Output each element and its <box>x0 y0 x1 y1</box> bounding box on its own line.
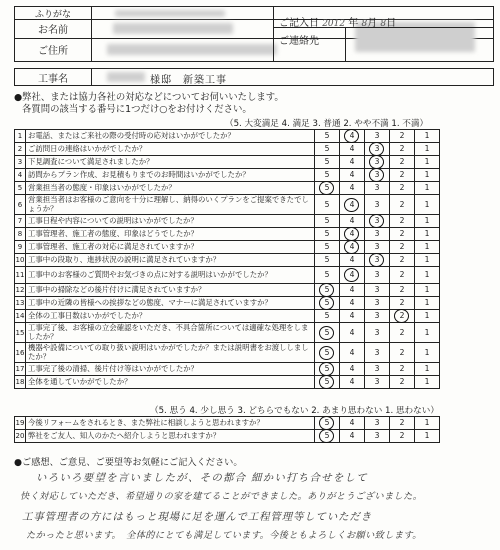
comment-line: 工事管理者の方にはもっと現場に足を運んで工程管理等していただき <box>22 511 373 523</box>
score-value: 1 <box>424 183 430 192</box>
question-row <box>15 310 440 323</box>
score-value: 2 <box>399 242 405 251</box>
score-option[interactable] <box>415 228 440 241</box>
question-row <box>15 215 440 228</box>
score-option[interactable] <box>340 254 365 267</box>
address-row <box>15 38 493 61</box>
question-text: お電話、またはご来社の際の受付時の応対はいかがでしたか？ <box>26 130 315 143</box>
question-text: 今後リフォームをされるとき、また弊社に相談しようと思われますか？ <box>26 417 315 430</box>
address-label: ご住所 <box>15 38 92 61</box>
question-number: 4 <box>15 169 26 182</box>
score-option[interactable] <box>415 182 440 195</box>
score-value: 3 <box>374 311 380 320</box>
score-value: 2 <box>399 327 405 337</box>
question-text: 全体を通していかがでしたか？ <box>26 376 315 389</box>
question-number: 10 <box>15 254 26 267</box>
score-option[interactable] <box>315 417 340 430</box>
score-option[interactable] <box>315 130 340 143</box>
score-option[interactable] <box>315 343 340 363</box>
recommendation-table <box>14 416 440 443</box>
score-option[interactable] <box>315 376 340 389</box>
score-value: 4 <box>349 311 355 320</box>
score-option[interactable] <box>415 143 440 156</box>
score-option[interactable] <box>340 267 365 284</box>
customer-info-box <box>14 6 494 62</box>
project-name-box <box>14 68 494 86</box>
question-number: 9 <box>15 241 26 254</box>
selected-score: 3 <box>370 143 384 155</box>
question-text: 工事中の掃除などの後片付けに満足されていますか？ <box>26 284 315 297</box>
score-option[interactable] <box>390 417 415 430</box>
score-option[interactable] <box>390 156 415 169</box>
score-value: 4 <box>349 183 355 192</box>
selected-score: 4 <box>345 130 359 142</box>
score-value: 2 <box>399 285 405 294</box>
question-text: 工事管理者、施工者の態度、印象はどうでしたか？ <box>26 228 315 241</box>
score-option[interactable] <box>390 254 415 267</box>
selected-score: 3 <box>370 156 384 168</box>
satisfaction-table <box>14 129 440 389</box>
comments-heading: ●ご感想、ご意見、ご要望等お気軽にご記入ください。 <box>14 457 243 468</box>
score-value: 5 <box>324 131 330 140</box>
score-value: 4 <box>349 216 355 225</box>
score-option[interactable] <box>365 417 390 430</box>
question-row <box>15 430 440 443</box>
score-value: 1 <box>424 327 430 337</box>
score-option[interactable] <box>390 430 415 443</box>
score-value: 1 <box>424 255 430 264</box>
score-value: 2 <box>399 255 405 264</box>
score-value: 5 <box>324 311 330 320</box>
question-text: 弊社をご友人、知人のかたへ紹介しようと思われますか？ <box>26 430 315 443</box>
score-option[interactable] <box>315 241 340 254</box>
score-option[interactable] <box>340 241 365 254</box>
score-value: 2 <box>399 144 405 153</box>
score-option[interactable] <box>315 195 340 215</box>
score-value: 3 <box>374 298 380 307</box>
score-option[interactable] <box>415 169 440 182</box>
score-option[interactable] <box>415 254 440 267</box>
score-value: 1 <box>424 431 430 440</box>
selected-score: 5 <box>320 417 334 429</box>
survey-intro: ●弊社、または協力各社の対応などについてお伺いいたします。 各質問の該当する番号に1つだけ○をお付けください。 <box>14 92 284 115</box>
question-row <box>15 169 440 182</box>
question-number: 1 <box>15 130 26 143</box>
score-value: 3 <box>374 229 380 238</box>
score-value: 2 <box>399 418 405 427</box>
project-label: 工事名 <box>15 69 92 85</box>
score-option[interactable] <box>365 254 390 267</box>
question-row <box>15 343 440 363</box>
score-option[interactable] <box>390 143 415 156</box>
score-option[interactable] <box>315 284 340 297</box>
score-option[interactable] <box>340 195 365 215</box>
score-option[interactable] <box>340 284 365 297</box>
question-row <box>15 376 440 389</box>
score-option[interactable] <box>340 156 365 169</box>
question-number: 6 <box>15 195 26 215</box>
question-row <box>15 182 440 195</box>
score-option[interactable] <box>390 363 415 376</box>
question-text: 工事管理者、施工者の対応に満足されていますか？ <box>26 241 315 254</box>
score-value: 2 <box>399 216 405 225</box>
score-option[interactable] <box>415 376 440 389</box>
score-value: 4 <box>349 157 355 166</box>
score-option[interactable] <box>315 430 340 443</box>
score-value: 3 <box>374 199 380 209</box>
score-value: 4 <box>349 255 355 264</box>
score-option[interactable] <box>315 297 340 310</box>
score-option[interactable] <box>365 195 390 215</box>
score-option[interactable] <box>315 143 340 156</box>
score-value: 1 <box>424 377 430 386</box>
score-value: 4 <box>349 285 355 294</box>
score-option[interactable] <box>390 297 415 310</box>
score-value: 5 <box>324 216 330 225</box>
question-row <box>15 267 440 284</box>
score-option[interactable] <box>390 310 415 323</box>
score-value: 1 <box>424 311 430 320</box>
score-value: 4 <box>349 377 355 386</box>
score-option[interactable] <box>415 323 440 343</box>
score-option[interactable] <box>365 143 390 156</box>
question-number: 19 <box>15 417 26 430</box>
score-value: 2 <box>399 270 405 279</box>
selected-score: 5 <box>320 284 334 296</box>
score-option[interactable] <box>340 376 365 389</box>
score-value: 2 <box>399 183 405 192</box>
comment-line: いろいろ要望を言いましたが、その都合 細かい打ち合せをして <box>36 472 368 484</box>
score-value: 5 <box>324 270 330 279</box>
question-row <box>15 130 440 143</box>
score-value: 1 <box>424 364 430 373</box>
score-option[interactable] <box>315 215 340 228</box>
score-option[interactable] <box>415 130 440 143</box>
question-number: 16 <box>15 343 26 363</box>
score-value: 4 <box>349 418 355 427</box>
selected-score: 3 <box>370 215 384 227</box>
question-number: 15 <box>15 323 26 343</box>
score-option[interactable] <box>415 267 440 284</box>
question-text: 工事日程や内容についての説明はいかがでしたか？ <box>26 215 315 228</box>
score-option[interactable] <box>340 143 365 156</box>
score-option[interactable] <box>390 169 415 182</box>
question-text: 下見調査について満足されましたか？ <box>26 156 315 169</box>
selected-score: 5 <box>320 182 334 194</box>
score-value: 3 <box>374 131 380 140</box>
score-option[interactable] <box>340 417 365 430</box>
score-option[interactable] <box>340 228 365 241</box>
score-value: 4 <box>349 170 355 179</box>
score-value: 5 <box>324 144 330 153</box>
question-number: 12 <box>15 284 26 297</box>
score-value: 3 <box>374 183 380 192</box>
score-value: 3 <box>374 285 380 294</box>
score-value: 3 <box>374 418 380 427</box>
selected-score: 5 <box>320 297 334 309</box>
score-value: 1 <box>424 170 430 179</box>
question-text: 営業担当者の態度・印象はいかがでしたか？ <box>26 182 315 195</box>
score-option[interactable] <box>315 156 340 169</box>
score-value: 1 <box>424 144 430 153</box>
score-option[interactable] <box>340 215 365 228</box>
question-row <box>15 297 440 310</box>
score-value: 3 <box>374 377 380 386</box>
score-option[interactable] <box>315 254 340 267</box>
score-option[interactable] <box>365 363 390 376</box>
score-option[interactable] <box>340 130 365 143</box>
score-value: 1 <box>424 216 430 225</box>
furigana-label: ふりがな <box>15 7 92 19</box>
score-option[interactable] <box>365 310 390 323</box>
score-value: 2 <box>399 431 405 440</box>
score-value: 4 <box>349 327 355 337</box>
score-option[interactable] <box>340 343 365 363</box>
question-text: ご訪問日の連絡はいかがでしたか？ <box>26 143 315 156</box>
score-option[interactable] <box>365 430 390 443</box>
question-text: 訪問からプラン作成、お見積もりまでのお時間はいかがでしたか？ <box>26 169 315 182</box>
question-text: 工事中のお客様のご質問やお気づきの点に対する説明はいかがでしたか？ <box>26 267 315 284</box>
selected-score: 5 <box>320 376 334 388</box>
score-value: 2 <box>399 347 405 357</box>
score-option[interactable] <box>340 169 365 182</box>
selected-score: 5 <box>320 347 334 359</box>
score-value: 5 <box>324 255 330 264</box>
score-value: 5 <box>324 170 330 179</box>
selected-score: 5 <box>320 363 334 375</box>
score-option[interactable] <box>365 323 390 343</box>
score-option[interactable] <box>415 430 440 443</box>
name-redacted <box>113 23 233 34</box>
score-option[interactable] <box>365 376 390 389</box>
score-value: 4 <box>349 431 355 440</box>
score-option[interactable] <box>365 156 390 169</box>
agreement-scale: （5. 思う 4. 少し思う 3. どちらでもない 2. あまり思わない 1. 思わない） <box>150 406 439 416</box>
project-redacted <box>107 72 145 82</box>
score-option[interactable] <box>390 284 415 297</box>
question-number: 14 <box>15 310 26 323</box>
score-value: 3 <box>374 270 380 279</box>
score-option[interactable] <box>415 363 440 376</box>
score-option[interactable] <box>390 130 415 143</box>
score-option[interactable] <box>315 169 340 182</box>
question-row <box>15 143 440 156</box>
score-value: 1 <box>424 157 430 166</box>
score-value: 5 <box>324 199 330 209</box>
score-value: 3 <box>374 431 380 440</box>
question-number: 17 <box>15 363 26 376</box>
question-number: 2 <box>15 143 26 156</box>
question-text: 機器や設備についての取り扱い説明はいかがでしたか？または説明書をお渡ししましたか？ <box>26 343 315 363</box>
question-number: 18 <box>15 376 26 389</box>
comment-line: たかったと思います。 全体的にとても満足しています。今後ともよろしくお願い致します。 <box>26 530 422 541</box>
selected-score: 4 <box>345 269 359 281</box>
question-number: 7 <box>15 215 26 228</box>
score-option[interactable] <box>365 297 390 310</box>
name-label: お名前 <box>15 19 92 38</box>
score-option[interactable] <box>390 215 415 228</box>
score-value: 4 <box>349 144 355 153</box>
score-value: 4 <box>349 298 355 307</box>
score-option[interactable] <box>415 156 440 169</box>
question-number: 13 <box>15 297 26 310</box>
score-value: 2 <box>399 157 405 166</box>
satisfaction-scale: （5. 大変満足 4. 満足 3. 普通 2. やや不満 1. 不満） <box>225 119 429 129</box>
score-option[interactable] <box>340 430 365 443</box>
score-option[interactable] <box>390 376 415 389</box>
question-text: 全体の工事日数はいかがでしたか？ <box>26 310 315 323</box>
score-value: 1 <box>424 229 430 238</box>
selected-score: 3 <box>370 254 384 266</box>
question-number: 20 <box>15 430 26 443</box>
selected-score: 2 <box>395 310 409 322</box>
score-option[interactable] <box>340 297 365 310</box>
entry-date: ご記入日 2012 年 8月 8日 <box>279 18 397 29</box>
score-value: 2 <box>399 229 405 238</box>
score-option[interactable] <box>340 363 365 376</box>
score-value: 4 <box>349 347 355 357</box>
score-option[interactable] <box>415 215 440 228</box>
score-option[interactable] <box>390 228 415 241</box>
score-value: 1 <box>424 199 430 209</box>
score-option[interactable] <box>315 182 340 195</box>
score-value: 1 <box>424 242 430 251</box>
score-value: 3 <box>374 327 380 337</box>
score-option[interactable] <box>365 284 390 297</box>
question-number: 11 <box>15 267 26 284</box>
score-option[interactable] <box>365 267 390 284</box>
score-option[interactable] <box>415 241 440 254</box>
score-option[interactable] <box>340 310 365 323</box>
question-row <box>15 417 440 430</box>
score-option[interactable] <box>415 284 440 297</box>
score-option[interactable] <box>365 215 390 228</box>
score-option[interactable] <box>365 169 390 182</box>
score-option[interactable] <box>315 267 340 284</box>
question-row <box>15 323 440 343</box>
score-option[interactable] <box>415 310 440 323</box>
score-value: 5 <box>324 242 330 251</box>
question-text: 工事中の近隣の皆様への挨拶などの態度、マナーに満足されていますか？ <box>26 297 315 310</box>
score-value: 1 <box>424 270 430 279</box>
score-option[interactable] <box>315 323 340 343</box>
question-number: 8 <box>15 228 26 241</box>
score-option[interactable] <box>390 323 415 343</box>
score-option[interactable] <box>340 323 365 343</box>
score-option[interactable] <box>415 417 440 430</box>
question-text: 工事完了後、お客様の立会確認をいただき、不具合箇所については適確な処理をしましたか？ <box>26 323 315 343</box>
selected-score: 4 <box>345 241 359 253</box>
score-option[interactable] <box>390 267 415 284</box>
score-option[interactable] <box>365 343 390 363</box>
score-value: 2 <box>399 170 405 179</box>
question-text: 営業担当者はお客様のご意向を十分に理解し、納得のいくプランをご提案できたでしょうか？ <box>26 195 315 215</box>
question-text: 工事中の段取り、進捗状況の説明に満足されていますか？ <box>26 254 315 267</box>
score-option[interactable] <box>365 182 390 195</box>
selected-score: 4 <box>345 199 359 211</box>
score-option[interactable] <box>365 130 390 143</box>
score-option[interactable] <box>340 182 365 195</box>
project-name: 様邸 新築工事 <box>150 75 227 86</box>
score-value: 1 <box>424 285 430 294</box>
selected-score: 3 <box>370 169 384 181</box>
score-value: 1 <box>424 418 430 427</box>
comment-line: 快く対応していただき、希望通りの家を建てることができました。ありがとうございました。 <box>20 491 423 502</box>
score-value: 2 <box>399 131 405 140</box>
selected-score: 5 <box>320 430 334 442</box>
score-value: 2 <box>399 199 405 209</box>
question-row <box>15 195 440 215</box>
score-value: 2 <box>399 377 405 386</box>
question-row <box>15 254 440 267</box>
score-value: 3 <box>374 364 380 373</box>
score-value: 3 <box>374 242 380 251</box>
score-value: 2 <box>399 298 405 307</box>
score-option[interactable] <box>315 363 340 376</box>
question-row <box>15 363 440 376</box>
score-option[interactable] <box>315 228 340 241</box>
question-number: 3 <box>15 156 26 169</box>
question-row <box>15 156 440 169</box>
score-option[interactable] <box>415 195 440 215</box>
score-value: 2 <box>399 364 405 373</box>
score-option[interactable] <box>365 241 390 254</box>
question-row <box>15 228 440 241</box>
question-number: 5 <box>15 182 26 195</box>
score-value: 1 <box>424 298 430 307</box>
score-value: 5 <box>324 229 330 238</box>
furigana-redacted <box>115 10 225 17</box>
question-text: 工事完了後の清掃、後片付け等はいかがでしたか？ <box>26 363 315 376</box>
address-redacted <box>107 44 277 55</box>
score-value: 5 <box>324 157 330 166</box>
score-option[interactable] <box>415 343 440 363</box>
score-value: 1 <box>424 347 430 357</box>
question-row <box>15 241 440 254</box>
selected-score: 5 <box>320 327 334 339</box>
selected-score: 4 <box>345 228 359 240</box>
score-value: 3 <box>374 347 380 357</box>
score-option[interactable] <box>365 228 390 241</box>
score-value: 4 <box>349 364 355 373</box>
question-row <box>15 284 440 297</box>
contact-label: ご連絡先 <box>279 36 319 47</box>
score-option[interactable] <box>390 182 415 195</box>
score-option[interactable] <box>415 297 440 310</box>
score-option[interactable] <box>315 310 340 323</box>
score-option[interactable] <box>390 241 415 254</box>
score-option[interactable] <box>390 195 415 215</box>
score-option[interactable] <box>390 343 415 363</box>
score-value: 1 <box>424 131 430 140</box>
